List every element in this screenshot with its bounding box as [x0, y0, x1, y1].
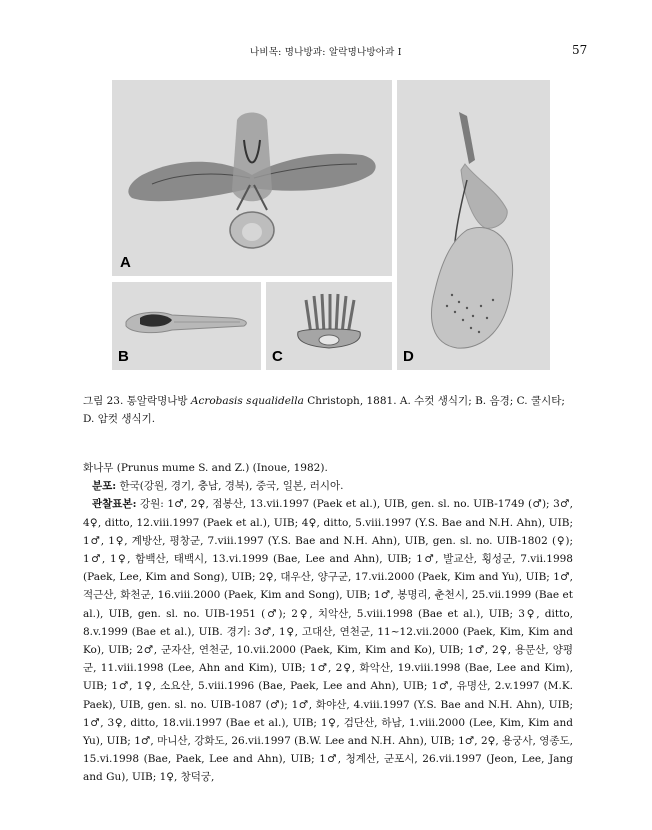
species-account	[83, 459, 573, 787]
figure-caption	[83, 392, 573, 428]
distribution-paragraph	[83, 477, 573, 495]
distribution-label: 분포:	[92, 480, 117, 493]
caption-species: Acrobasis squalidella	[190, 395, 304, 407]
figure-panel-c	[266, 282, 392, 370]
specimens-label: 관찰표본:	[92, 498, 137, 511]
female-genitalia-photo	[397, 80, 550, 370]
specimens-text: 강원: 1♂, 2♀, 점봉산, 13.vii.1997 (Paek et al.), UIB, gen. sl. no. UIB-1749 (♂); 3♂, 4♀, ditto, 12.viii.1997 (Paek et al.), UIB; 4♀, ditto, 5.viii.1997 (Y.S. Bae and N.H. Ahn), UIB; 1♂, 1♀, 계방산, 평창군, 7.viii.1997 (Y.S. Bae and N.H. Ahn), UIB, gen. sl. no. UIB-1802 (♀); 1♂, 1♀, 함백산, 태백시, 13.vi.1999 (Bae, Lee and Ahn), UIB; 1♂, 발교산, 횡성군, 7.vii.1998 (Paek, Lee, Kim and Song), UIB; 2♀, 대우산, 양구군, 17.vii.2000 (Paek, Kim and Yu), UIB; 1♂, 적근산, 화천군, 16.viii.2000 (Paek, Kim and Song), UIB; 1♂, 봉명리, 춘천시, 25.vii.1999 (Bae et al.), UIB, gen. sl. no. UIB-1951 (♂); 2♀, 치악산, 5.viii.1998 (Bae et al.), UIB; 3♀, ditto, 8.v.1999 (Bae et al.), UIB. 경기: 3♂, 1♀, 고대산, 연천군, 11~12.vii.2000 (Paek, Kim, Kim and Ko), UIB; 2♂, 군자산, 연천군, 10.vii.2000 (Paek, Kim, Kim and Ko), UIB; 1♂, 2♀, 용문산, 양평군, 11.viii.1998 (Lee, Ahn and Kim), UIB; 1♂, 2♀, 화악산, 19.viii.1998 (Bae, Lee and Kim), UIB; 1♂, 1♀, 소요산, 5.viii.1996 (Bae, Paek, Lee and Ahn), UIB; 1♂, 유명산, 2.v.1997 (M.K. Paek), UIB, gen. sl. no. UIB-1087 (♂); 1♂, 화야산, 4.viii.1997 (Y.S. Bae and N.H. Ahn), UIB; 1♂, 3♀, ditto, 18.vii.1997 (Bae et al.), UIB; 1♀, 검단산, 하남, 1.viii.2000 (Lee, Kim, Kim and Yu), UIB; 1♂, 마니산, 강화도, 26.vii.1997 (B.W. Lee and N.H. Ahn), UIB; 1♂, 2♀, 용궁사, 영종도, 15.vi.1998 (Bae, Paek, Lee and Ahn), UIB; 1♂, 청계산, 군포시, 26.vii.1997 (Jeon, Lee, Jang and Gu), UIB; 1♀, 창덕궁,	[83, 498, 573, 784]
panel-label-c: C	[272, 348, 283, 365]
male-genitalia-photo	[112, 80, 392, 276]
specimens-paragraph	[83, 495, 573, 786]
panel-label-b: B	[118, 348, 129, 365]
distribution-text: 한국(강원, 경기, 충남, 경북), 중국, 일본, 러시아.	[116, 480, 344, 493]
panel-label-d: D	[403, 348, 414, 365]
running-title: 나비목: 명나방과: 알락명나방아과 I	[250, 47, 402, 58]
host-plant-paragraph: 화나무 (Prunus mume S. and Z.) (Inoue, 1982).	[83, 462, 328, 474]
figure-panel-b	[112, 282, 261, 370]
figure-panel-d	[397, 80, 550, 370]
figure-panel-a	[112, 80, 392, 276]
aedeagus-photo	[112, 282, 261, 370]
page-number: 57	[572, 43, 588, 57]
caption-prefix: 그림 23. 통알락명나방	[83, 395, 191, 407]
caption-suffix: Christoph, 1881. A. 수컷 생식기; B. 음경; C. 쿨시타; D. 암컷 생식기.	[83, 395, 565, 425]
culcita-photo	[266, 282, 392, 370]
panel-label-a: A	[120, 254, 131, 271]
